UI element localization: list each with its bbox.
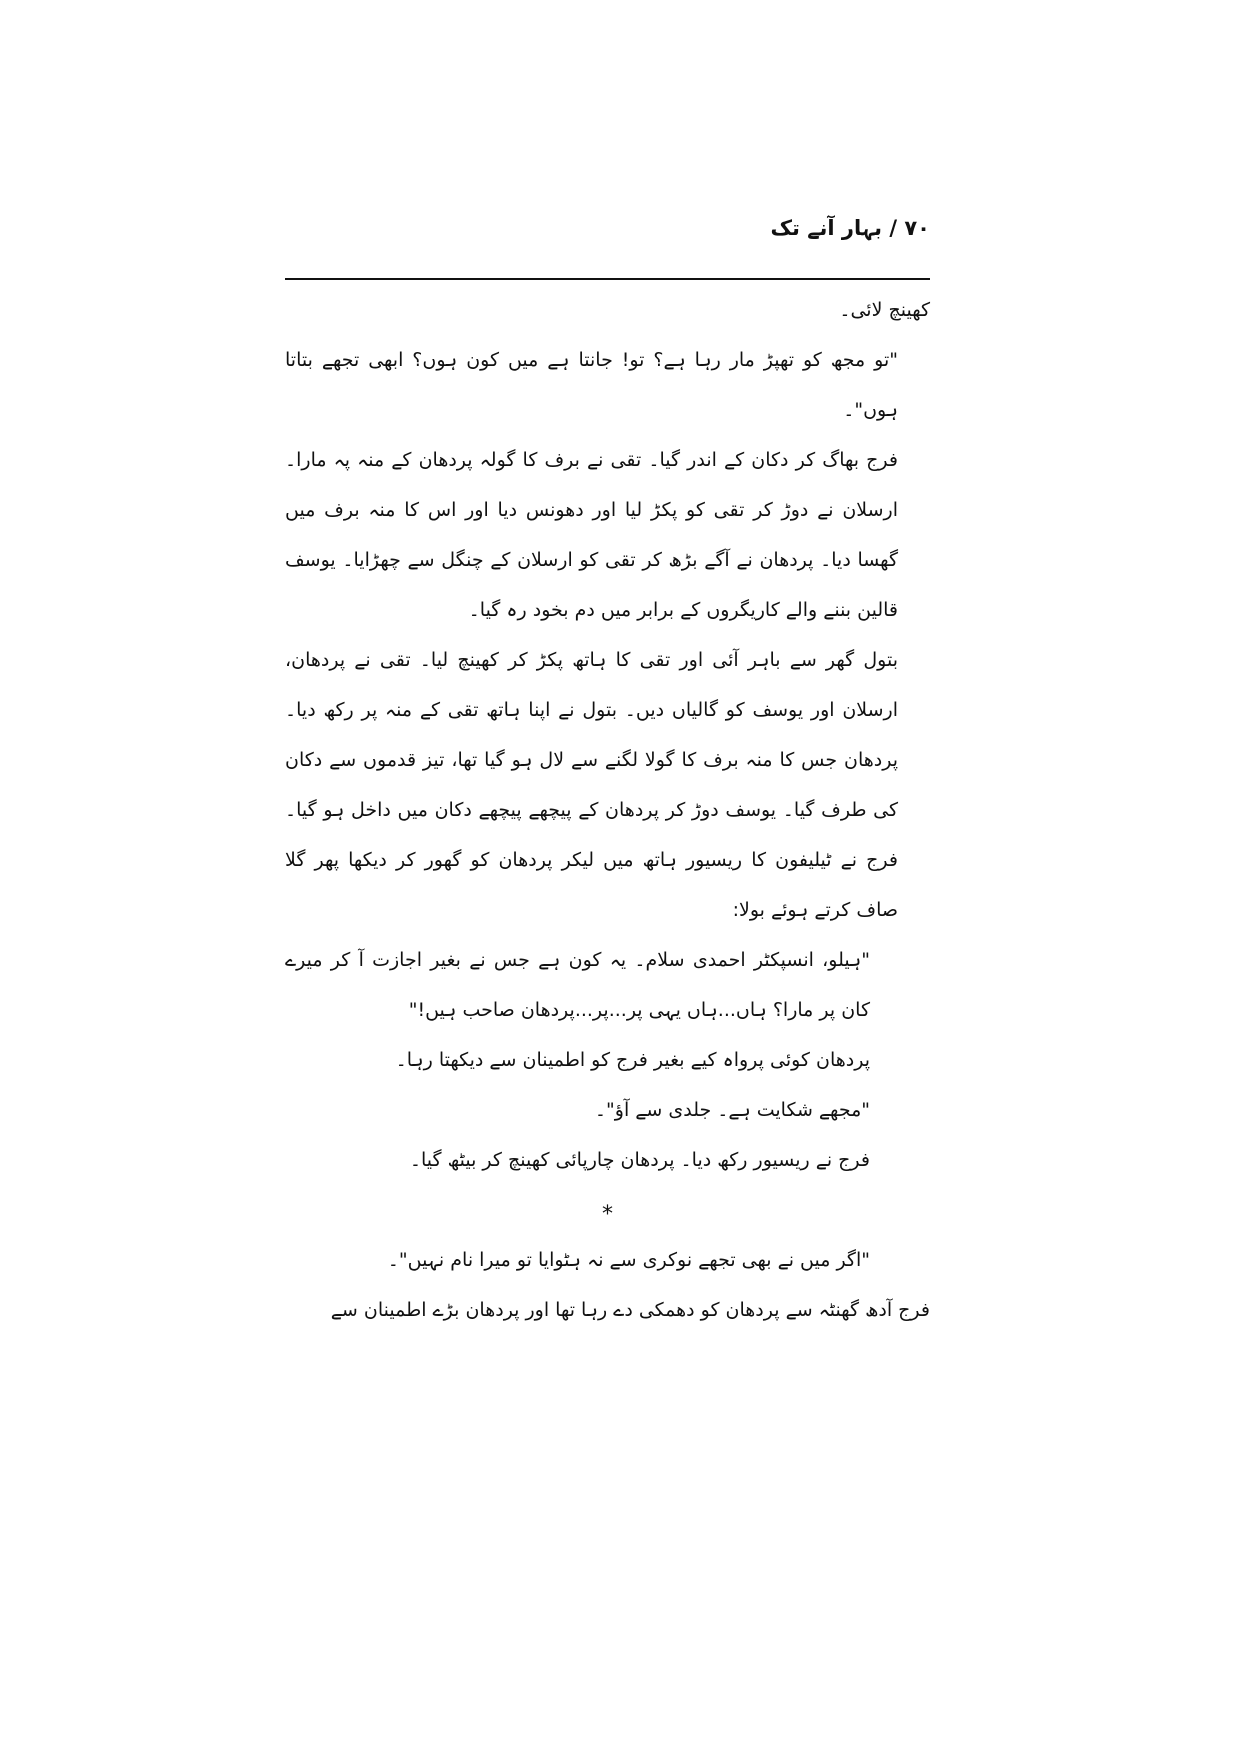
running-head: ۷۰ / بہار آنے تک [770,216,930,240]
paragraph-4: پردھان کوئی پرواہ کیے بغیر فرج کو اطمینان سے دیکھتا رہا۔ [395,1049,870,1071]
body-text [285,285,930,1335]
paragraph-6: فرج آدھ گھنٹہ سے پردھان کو دھمکی دے رہا تھا اور پردھان بڑے اطمینان سے [330,1299,930,1321]
paragraph-5: فرج نے ریسیور رکھ دیا۔ پردھان چارپائی کھینچ کر بیٹھ گیا۔ [409,1149,870,1171]
paragraph-dialogue-2: "ہیلو، انسپکٹر احمدی سلام۔ یہ کون ہے جس نے بغیر اجازت آ کر میرے کان پر مارا؟ ہاں...ہاں یہی پر...پر...پردھان صاحب ہیں!" [285,949,870,1021]
section-break-asterisk: * [602,1202,613,1227]
paragraph-3: بتول گھر سے باہر آئی اور تقی کا ہاتھ پکڑ کر کھینچ لیا۔ تقی نے پردھان، ارسلان اور یوسف کو گالیاں دیں۔ بتول نے اپنا ہاتھ تقی کے منہ پر رکھ دیا۔ پردھان جس کا منہ برف کا گولا لگنے سے لال ہو گیا تھا، تیز قدموں سے دکان کی طرف گیا۔ یوسف دوڑ کر پردھان کے پیچھے پیچھے دکان میں داخل ہو گیا۔ فرج نے ٹیلیفون کا ریسیور ہاتھ میں لیکر پردھان کو گھور کر دیکھا پھر گلا صاف کرتے ہوئے بولا: [285,649,898,921]
header-rule [285,278,930,280]
page-header [285,210,930,280]
paragraph-dialogue-3: "مجھے شکایت ہے۔ جلدی سے آؤ"۔ [594,1099,870,1121]
paragraph-continuation: کھینچ لائی۔ [839,299,930,321]
paragraph-2: فرج بھاگ کر دکان کے اندر گیا۔ تقی نے برف کا گولہ پردھان کے منہ پہ مارا۔ ارسلان نے دوڑ کر تقی کو پکڑ لیا اور دھونس دیا اور اس کا منہ برف میں گھسا دیا۔ پردھان نے آگے بڑھ کر تقی کو ارسلان کے چنگل سے چھڑایا۔ یوسف قالین بننے والے کاریگروں کے برابر میں دم بخود رہ گیا۔ [285,449,898,621]
paragraph-dialogue-4: "اگر میں نے بھی تجھے نوکری سے نہ ہٹوایا تو میرا نام نہیں"۔ [387,1249,870,1271]
paragraph-dialogue-1: "تو مجھ کو تھپڑ مار رہا ہے؟ تو! جانتا ہے میں کون ہوں؟ ابھی تجھے بتاتا ہوں"۔ [285,349,898,421]
